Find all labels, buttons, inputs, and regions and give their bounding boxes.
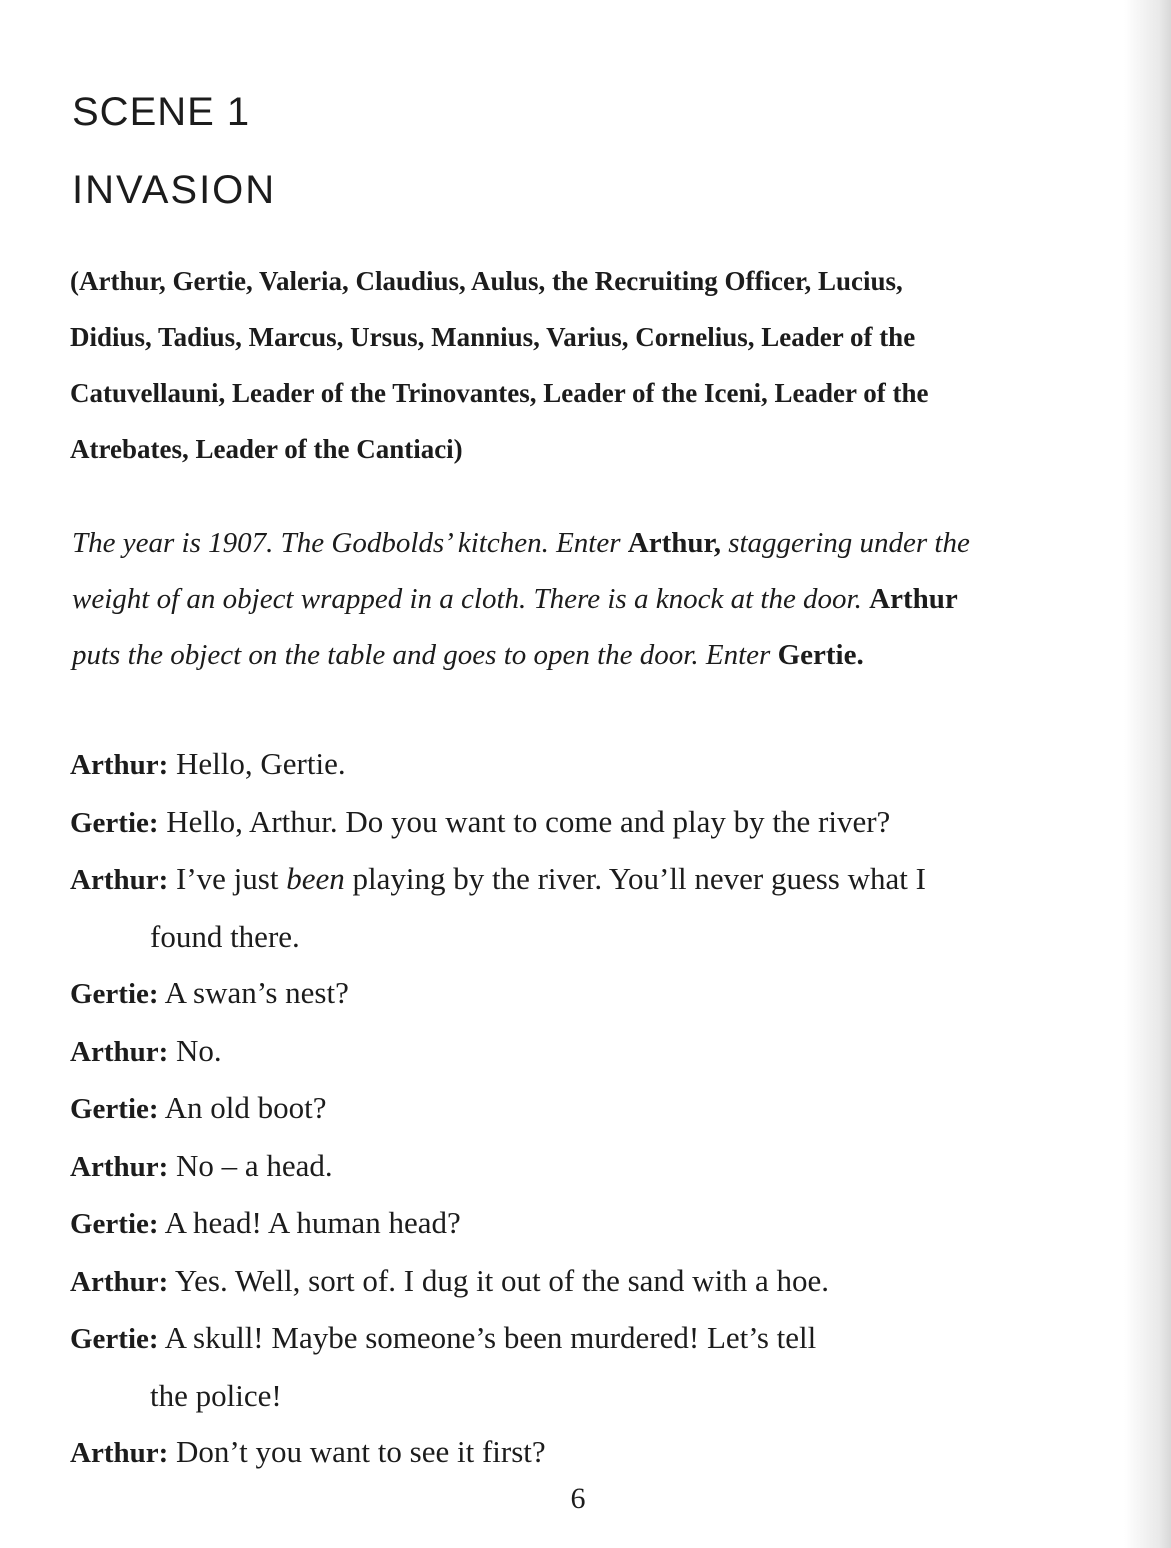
direction-text: puts the object on the table and goes to open the door. Enter [72,639,778,671]
direction-character-name: Gertie. [777,639,864,671]
direction-character-name: Arthur, [627,527,721,559]
speech-text: Hello, Gertie. [168,746,346,781]
speaker-name: Arthur: [70,1265,169,1298]
speech-text: I’ve just [168,861,287,896]
speaker-name: Arthur: [70,1035,169,1068]
dialogue [70,736,1130,1482]
dialogue-line [70,1424,1130,1482]
speech-text: No. [168,1032,222,1068]
dialogue-continuation: the police! [150,1377,282,1413]
dialogue-line [70,1023,1130,1081]
speaker-name: Gertie: [70,1093,159,1125]
speech-text: A head! A human head? [158,1205,461,1240]
speech-text: No – a head. [168,1147,333,1183]
direction-text: weight of an object wrapped in a cloth. There is a knock at the door. [72,583,870,615]
stage-direction-line [72,571,1112,627]
speaker-name: Gertie: [70,1208,159,1240]
stage-direction-line [72,515,1112,571]
speech-emphasis: been [286,861,345,896]
direction-character-name: Arthur [869,583,958,615]
direction-text: The year is 1907. The Godbolds’ kitchen. Enter [72,527,628,559]
speaker-name: Arthur: [70,864,169,896]
dialogue-line [70,794,1130,852]
cast-line: Catuvellauni, Leader of the Trinovantes, Leader of the Iceni, Leader of the [70,378,929,408]
speaker-name: Gertie: [70,978,159,1010]
speech-text: A swan’s nest? [158,975,349,1010]
dialogue-line [70,965,1130,1023]
cast-line: (Arthur, Gertie, Valeria, Claudius, Aulus, the Recruiting Officer, Lucius, [70,266,903,296]
cast-line: Didius, Tadius, Marcus, Ursus, Mannius, Varius, Cornelius, Leader of the [70,322,916,352]
speech-text: Don’t you want to see it first? [168,1434,546,1469]
speech-text: A skull! Maybe someone’s been murdered! Let’s tell [158,1320,817,1355]
speaker-name: Arthur: [70,1437,169,1469]
speaker-name: Gertie: [70,806,159,839]
speech-text: playing by the river. You’ll never guess what I [344,861,926,896]
speech-text: Hello, Arthur. Do you want to come and play by the river? [158,803,891,839]
scene-title-heading: INVASION [72,168,277,212]
cast-line: Atrebates, Leader of the Cantiaci) [70,434,463,464]
stage-direction [72,515,1112,683]
dialogue-line [70,851,1130,909]
stage-direction-line [72,627,1112,683]
dialogue-line [70,1138,1130,1196]
speech-text: An old boot? [158,1090,327,1125]
dialogue-line [70,1195,1130,1253]
dialogue-line [70,1080,1130,1138]
direction-text: staggering under the [720,527,970,559]
scene-number-heading: SCENE 1 [72,90,251,134]
dialogue-continuation: found there. [150,918,300,954]
speaker-name: Gertie: [70,1323,159,1355]
page-number: 6 [570,1482,586,1515]
speaker-name: Arthur: [70,1150,169,1183]
dialogue-line [70,1310,1130,1368]
speech-text: Yes. Well, sort of. I dug it out of the sand with a hoe. [168,1262,830,1298]
speaker-name: Arthur: [70,749,169,781]
dialogue-line [70,1253,1130,1311]
cast-list [70,253,1110,477]
dialogue-line [70,736,1130,794]
